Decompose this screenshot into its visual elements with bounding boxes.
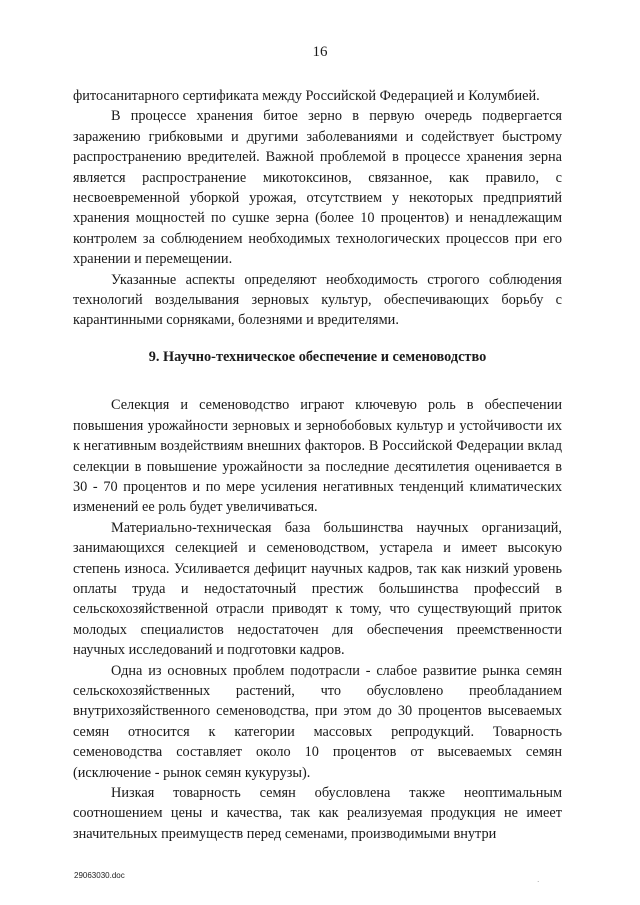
document-body (73, 86, 562, 844)
paragraph-material-base: Материально-техническая база большинства научных организаций, занимающихся селекцией и семеноводством, устарела и имеет высокую степень износа. Усиливается дефицит научных кадров, так как низкий уровень оплаты труда и недостаточный престиж большинства профессий в сельскохозяйственной отрасли приводят к тому, что существующий приток молодых специалистов недостаточен для обеспечения преемственности научных исследований и подготовки кадров. (73, 519, 562, 659)
paragraph-selection-role: Селекция и семеноводство играют ключевую роль в обеспечении повышения урожайности зерновых и зернобобовых культур и устойчивости их к негативным воздействиям внешних факторов. В Российской Федерации вклад селекции в повышение урожайности за последние десятилетия оценивается в 30 - 70 процентов и по мере усиления негативных тенденций климатических изменений ее роль будет увеличиваться. (73, 397, 562, 516)
paragraph-seed-market: Одна из основных проблем подотрасли - слабое развитие рынка семян сельскохозяйственных растений, что обусловлено преобладанием внутрихозяйственного семеноводства, при этом до 30 процентов высеваемых семян относится к категории массовых репродукций. Товарность семеноводства составляет около 10 процентов от высеваемых семян (исключение - рынок семян кукурузы). (73, 662, 562, 781)
page-number: 16 (312, 44, 328, 60)
section-heading: 9. Научно-техническое обеспечение и семеноводство (148, 348, 487, 365)
paragraph-low-marketability: Низкая товарность семян обусловлена также неоптимальным соотношением цены и качества, так как реализуемая продукция не имеет значительных преимуществ перед семенами, производимыми внутри (73, 785, 562, 842)
paragraph-technology-compliance: Указанные аспекты определяют необходимость строгого соблюдения технологий возделывания зерновых культур, обеспечивающих борьбу с карантинными сорняками, болезнями и вредителями. (73, 271, 562, 329)
paragraph-grain-storage: В процессе хранения битое зерно в первую очередь подвергается заражению грибковыми и другими заболеваниями и содействует быстрому распространению вредителей. Важной проблемой в процессе хранения зерна является распространение микотоксинов, связанное, как правило, с несвоевременной уборкой урожая, отсутствием у некоторых предприятий хранения мощностей по сушке зерна (более 10 процентов) и ненадлежащим контролем за соблюдением необходимых технологических процессов при его хранении и перемещении. (73, 108, 562, 268)
footer-mark: · (537, 878, 540, 886)
footer-filename: 29063030.doc (74, 871, 125, 880)
paragraph-continuation: фитосанитарного сертификата между Российской Федерацией и Колумбией. (73, 88, 540, 104)
